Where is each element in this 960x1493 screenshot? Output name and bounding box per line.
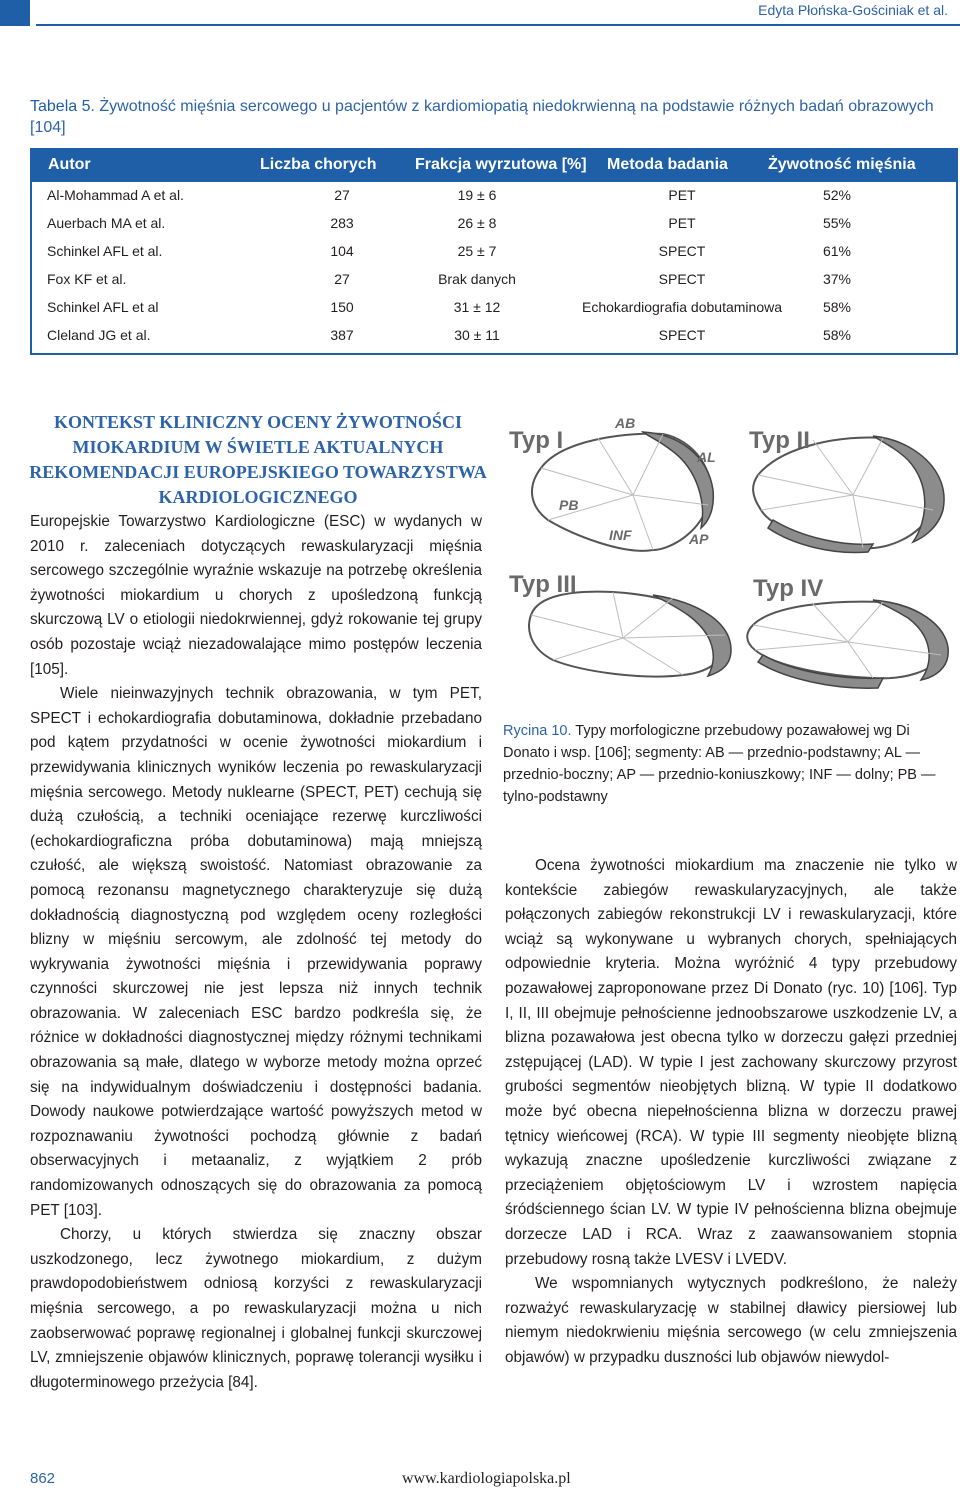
cell-author: Auerbach MA et al. <box>47 215 166 231</box>
cell-ejection-fraction: 30 ± 11 <box>454 327 500 343</box>
cell-viability: 58% <box>822 327 852 343</box>
cell-viability: 52% <box>822 187 852 203</box>
table-row <box>32 238 956 266</box>
cell-method: Echokardiografia dobutaminowa <box>581 299 782 315</box>
cell-patients: 27 <box>334 271 350 287</box>
cell-viability: 61% <box>822 243 852 259</box>
table-row <box>32 266 956 294</box>
right-column <box>505 854 957 1370</box>
table-row <box>32 322 956 350</box>
paragraph: Ocena żywotności miokardium ma znaczenie nie tylko w kontekście zabiegów rewaskularyzacyjnych, ale także połączonych zabiegów rekonstrukcji LV i rewaskularyzacji, które wciąż są wykonywane u wybranych chorych, spełniających odpowiednie kryteria. Można wyróżnić 4 typy przebudowy pozawałowej zaproponowane przez Di Donato (ryc. 10) [106]. Typ I, II, III obejmuje pełnościenne jednoobszarowe uszkodzenie LV, a blizna pozawałowa jest obecna tylko w dorzeczu gałęzi przedniej zstępującej (LAD). W typie I jest zachowany skurczowy przyrost grubości segmentów nieobjętych blizną. W typie II dodatkowo może być obecna niepełnościenna blizna w dorzeczu prawej tętnicy wieńcowej (RCA). W typie III segmenty nieobjęte blizną wykazują znaczne upośledzenie kurczliwości związane z przeciążeniem objętościowym LV i wzrostem napięcia śródściennego ścian LV. W typie IV pełnościenna blizna obejmuje dorzecze LAD i RCA. Wraz z zaawansowaniem stopnia przebudowy rosną także LVESV i LVEDV. <box>505 857 957 1268</box>
cell-patients: 387 <box>330 327 354 343</box>
left-column <box>30 510 482 1395</box>
header-author: Autor <box>48 156 91 173</box>
running-head: Edyta Płońska-Gościniak et al. <box>758 2 948 18</box>
figure-caption-text: Typy morfologiczne przebudowy pozawałowej wg Di Donato i wsp. [106]; segmenty: AB — przednio-podstawny; AL — przednio-boczny; AP — przednio-koniuszkowy; INF — dolny; PB — tylno-podstawny <box>503 723 936 805</box>
figure-caption-label: Rycina 10. <box>503 723 572 739</box>
label-type-2: Typ II <box>749 427 810 454</box>
table-caption-label: Tabela 5. <box>30 98 95 115</box>
table-caption-text: Żywotność mięśnia sercowego u pacjentów z kardiomiopatią niedokrwienną na podstawie różnych badań obrazowych [104] <box>30 98 934 136</box>
header-ejection-fraction: Frakcja wyrzutowa [%] <box>415 156 587 173</box>
cell-author: Fox KF et al. <box>47 271 127 287</box>
label-segment-pb: PB <box>559 497 579 513</box>
section-heading: KONTEKST KLINICZNY OCENY ŻYWOTNOŚCI MIOKARDIUM W ŚWIETLE AKTUALNYCH REKOMENDACJI EUROPEJSKIEGO TOWARZYSTWA KARDIOLOGICZNEGO <box>29 412 487 507</box>
label-type-3: Typ III <box>509 571 577 598</box>
page-number: 862 <box>30 1470 56 1487</box>
header-viability: Żywotność mięśnia <box>768 156 916 173</box>
cell-author: Schinkel AFL et al <box>47 299 159 315</box>
header-method: Metoda badania <box>607 156 728 173</box>
cell-patients: 150 <box>330 299 354 315</box>
cell-viability: 58% <box>822 299 852 315</box>
header-rule <box>36 24 960 26</box>
cell-viability: 55% <box>822 215 852 231</box>
remodeling-types-figure <box>503 410 958 695</box>
cell-ejection-fraction: 19 ± 6 <box>457 187 497 203</box>
label-segment-ap: AP <box>689 531 709 547</box>
label-type-4: Typ IV <box>753 575 824 602</box>
figure-caption <box>503 720 953 808</box>
cell-ejection-fraction: 26 ± 8 <box>457 215 497 231</box>
cell-ejection-fraction: 31 ± 12 <box>453 299 501 315</box>
cell-method: SPECT <box>658 327 706 343</box>
cell-patients: 27 <box>334 187 350 203</box>
table-header-row <box>32 150 956 182</box>
table-row <box>32 294 956 322</box>
label-segment-inf: INF <box>609 527 632 543</box>
table-row <box>32 182 956 210</box>
table-caption <box>30 96 940 138</box>
viability-table <box>30 148 958 355</box>
cell-author: Schinkel AFL et al. <box>47 243 163 259</box>
website-link[interactable]: www.kardiologiapolska.pl <box>402 1470 571 1487</box>
table-row <box>32 210 956 238</box>
cell-author: Al-Mohammad A et al. <box>47 187 184 203</box>
paragraph: We wspomnianych wytycznych podkreślono, że należy rozważyć rewaskularyzację w stabilnej dławicy piersiowej lub niemym niedokrwieniu mięśnia sercowego (w celu zmniejszenia objawów) w przypadku duszności lub objawów niewydol- <box>505 1275 957 1366</box>
label-type-1: Typ I <box>509 427 564 454</box>
paragraph: Wiele nieinwazyjnych technik obrazowania, w tym PET, SPECT i echokardiografia dobutaminowa, dokładnie przebadano pod kątem przydatności w ocenie żywotności miokardium i przewidywania klinicznych wyników leczenia po rewaskularyzacji mięśnia sercowego. Metody nuklearne (SPECT, PET) cechują się dużą czułością, a techniki oceniające rezerwę kurczliwości (echokardiograficzna próba dobutaminowa) mają mniejszą czułość, ale większą swoistość. Natomiast obrazowanie za pomocą rezonansu magnetycznego charakteryzuje się dużą dokładnością diagnostyczną pod względem oceny rozległości blizny w mięśniu sercowym, ale zdolność tej metody do wykrywania żywotności mięśnia i przewidywania poprawy czynności skurczowej nie jest lepsza niż innych technik obrazowania. W zaleceniach ESC bardzo podkreśla się, że różnice w dokładności diagnostycznej między różnymi technikami obrazowania są małe, dlatego w wyborze metody można oprzeć się na indywidualnym doświadczeniu i dostępności badania. Dowody naukowe potwierdzające wartość powyższych metod w rozpoznawaniu żywotności pochodzą głównie z badań obserwacyjnych i metaanaliz, z wyjątkiem 2 prób randomizowanych odnoszących się do obrazowania za pomocą PET [103]. <box>30 685 482 1219</box>
cell-method: SPECT <box>658 271 706 287</box>
paragraph: Europejskie Towarzystwo Kardiologiczne (ESC) w wydanych w 2010 r. zaleceniach dotyczących rewaskularyzacji mięśnia sercowego szczególnie wyraźnie wskazuje na potrzebę określenia żywotności miokardium u chorych z upośledzoną funkcją skurczową LV o etiologii niedokrwiennej, gdyż rokowanie tej grupy osób pozostaje wciąż niezadowalające mimo postępów leczenia [105]. <box>30 513 482 678</box>
corner-marker <box>0 0 30 26</box>
cell-patients: 283 <box>330 215 354 231</box>
cell-method: PET <box>668 215 696 231</box>
label-segment-ab: AB <box>615 415 636 431</box>
cell-viability: 37% <box>822 271 852 287</box>
cell-method: PET <box>668 187 696 203</box>
label-segment-al: AL <box>697 449 716 465</box>
cell-author: Cleland JG et al. <box>47 327 151 343</box>
cell-patients: 104 <box>330 243 354 259</box>
cell-ejection-fraction: Brak danych <box>438 271 516 287</box>
header-patients: Liczba chorych <box>260 156 377 173</box>
cell-method: SPECT <box>658 243 706 259</box>
paragraph: Chorzy, u których stwierdza się znaczny obszar uszkodzonego, lecz żywotnego miokardium, z dużym prawdopodobieństwem odniosą korzyści z rewaskularyzacji mięśnia sercowego, a po rewaskularyzacji można u nich zaobserwować poprawę regionalnej i globalnej funkcji skurczowej LV, zmniejszenie objawów klinicznych, poprawę tolerancji wysiłku i długoterminowego przeżycia [84]. <box>30 1226 482 1391</box>
cell-ejection-fraction: 25 ± 7 <box>457 243 497 259</box>
remodeling-diagram <box>503 410 958 695</box>
